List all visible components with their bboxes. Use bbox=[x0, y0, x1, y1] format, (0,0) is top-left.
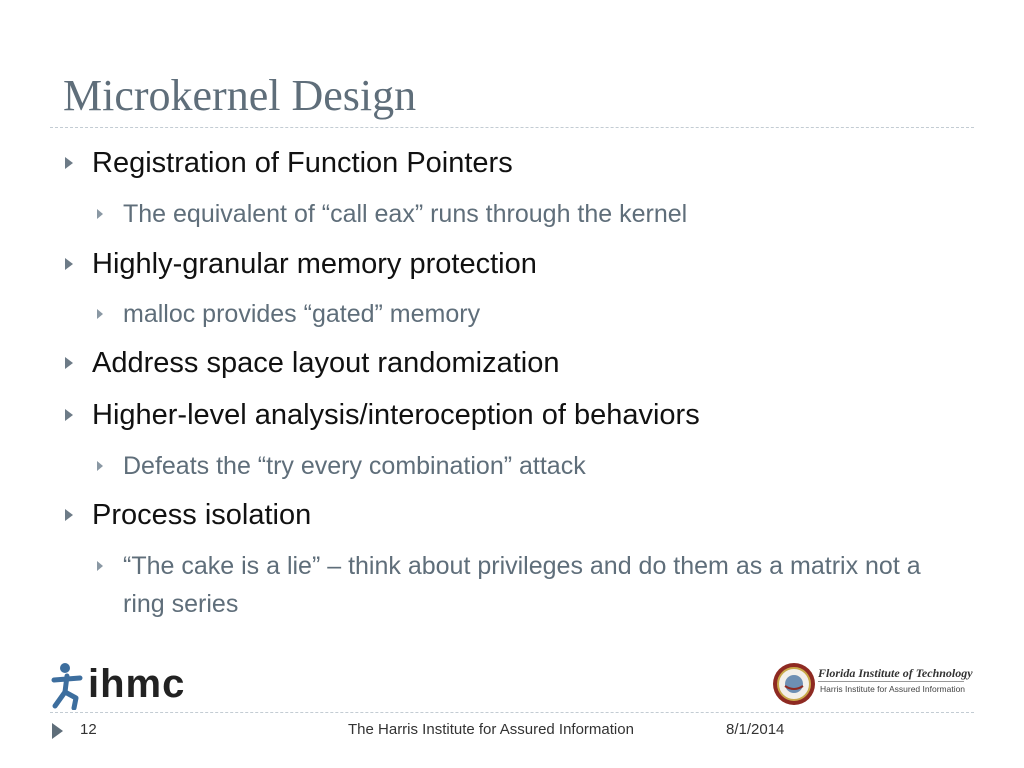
bullet-arrow-icon bbox=[65, 258, 73, 270]
sub-bullet-arrow-icon bbox=[97, 309, 103, 319]
bullet-arrow-icon bbox=[65, 409, 73, 421]
fit-subtitle: Harris Institute for Assured Information bbox=[820, 684, 966, 694]
footer-arrow-icon bbox=[52, 723, 63, 739]
footer-divider bbox=[50, 712, 974, 713]
footer-date: 8/1/2014 bbox=[726, 721, 785, 738]
bullet-item: Address space layout randomization bbox=[92, 347, 560, 379]
fit-name: Florida Institute of Technology bbox=[818, 666, 973, 680]
bullet-item: Process isolation bbox=[92, 499, 312, 531]
sub-bullet-item: The equivalent of “call eax” runs through the kernel bbox=[123, 200, 688, 228]
bullet-arrow-icon bbox=[65, 509, 73, 521]
footer-institute: The Harris Institute for Assured Information bbox=[348, 721, 634, 738]
page-number: 12 bbox=[80, 721, 97, 738]
bullet-item: Registration of Function Pointers bbox=[92, 147, 513, 179]
fit-logo bbox=[772, 660, 972, 708]
bullet-item: Higher-level analysis/interoception of behaviors bbox=[92, 399, 700, 431]
bullet-arrow-icon bbox=[65, 357, 73, 369]
sub-bullet-item: “The cake is a lie” – think about privileges and do them as a matrix not a ring series bbox=[123, 552, 921, 618]
fit-logo-divider bbox=[818, 681, 964, 682]
sub-bullet-item: malloc provides “gated” memory bbox=[123, 300, 481, 328]
ihmc-logo bbox=[50, 660, 200, 710]
slide-title: Microkernel Design bbox=[63, 71, 417, 120]
sub-bullet-arrow-icon bbox=[97, 209, 103, 219]
sub-bullet-arrow-icon bbox=[97, 561, 103, 571]
title-divider bbox=[50, 127, 974, 128]
bullet-arrow-icon bbox=[65, 157, 73, 169]
bullet-item: Highly-granular memory protection bbox=[92, 248, 537, 280]
ihmc-logo-text: ihmc bbox=[88, 662, 186, 706]
sub-bullet-arrow-icon bbox=[97, 461, 103, 471]
running-figure-icon bbox=[50, 662, 86, 710]
university-seal-icon bbox=[772, 662, 816, 706]
sub-bullet-item: Defeats the “try every combination” attack bbox=[123, 452, 586, 480]
